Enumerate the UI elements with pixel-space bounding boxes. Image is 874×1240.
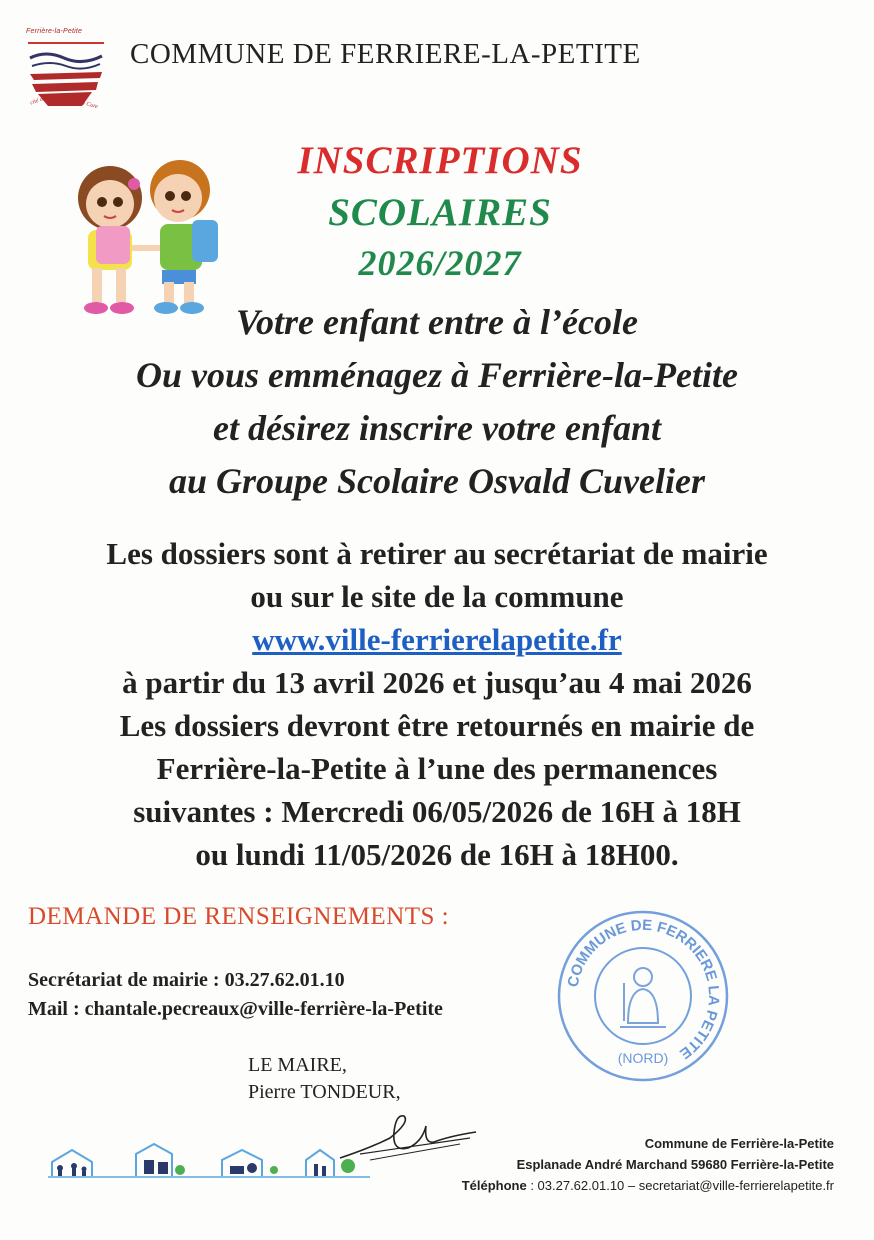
info-text	[14, 532, 860, 876]
info-line: Ferrière-la-Petite à l’une des permanences	[156, 751, 718, 786]
stamp-ring-text: COMMUNE DE FERRIERE LA PETITE	[564, 916, 723, 1063]
heading-school-year: 2026/2027	[358, 243, 522, 283]
info-line: Les dossiers devront être retournés en mairie de	[119, 708, 755, 743]
info-line: Les dossiers sont à retirer au secrétariat de mairie	[106, 536, 768, 571]
website-link[interactable]: www.ville-ferrierelapetite.fr	[252, 622, 622, 657]
footer-phone-label: Téléphone	[461, 1178, 527, 1193]
stamp-figure-icon	[620, 968, 666, 1027]
footer-pictograms-icon	[44, 1140, 374, 1180]
maire-name: Pierre TONDEUR,	[248, 1081, 401, 1103]
info-line: ou sur le site de la commune	[250, 579, 624, 614]
commune-title: COMMUNE DE FERRIERE-LA-PETITE	[130, 38, 641, 70]
contact-phone: Secrétariat de mairie : 03.27.62.01.10	[28, 969, 345, 991]
info-line: ou lundi 11/05/2026 de 16H à 18H00.	[195, 837, 679, 872]
footer-line: Esplanade André Marchand 59680 Ferrière-la-Petite	[516, 1157, 834, 1172]
contact-mail: Mail : chantale.pecreaux@ville-ferrière-la-Petite	[28, 998, 443, 1020]
intro-line: et désirez inscrire votre enfant	[213, 408, 661, 448]
maire-block	[248, 1052, 401, 1106]
heading-scolaires: SCOLAIRES	[328, 191, 552, 234]
intro-line: Ou vous emménagez à Ferrière-la-Petite	[136, 355, 738, 395]
intro-text	[20, 296, 854, 508]
stamp-bottom-text: (NORD)	[617, 1050, 669, 1066]
contact-block	[28, 966, 443, 1024]
logo-bottom-left-text: cité de	[29, 95, 47, 107]
footer-line	[462, 1175, 834, 1196]
logo-bottom-right-text: la Cure	[79, 99, 99, 111]
demande-title: DEMANDE DE RENSEIGNEMENTS :	[28, 903, 450, 930]
official-stamp	[552, 905, 734, 1087]
info-line: suivantes : Mercredi 06/05/2026 de 16H à 18H	[133, 794, 741, 829]
maire-title: LE MAIRE,	[248, 1054, 347, 1076]
logo-top-text: Ferrière-la-Petite	[26, 28, 83, 35]
info-line: à partir du 13 avril 2026 et jusqu’au 4 mai 2026	[122, 665, 752, 700]
heading-inscriptions: INSCRIPTIONS	[297, 139, 583, 182]
intro-line: au Groupe Scolaire Osvald Cuvelier	[169, 461, 705, 501]
footer-address	[462, 1133, 834, 1196]
footer-contact-value: : 03.27.62.01.10 – secretariat@ville-ferrierelapetite.fr	[526, 1178, 834, 1193]
intro-line: Votre enfant entre à l’école	[236, 302, 638, 342]
footer-line: Commune de Ferrière-la-Petite	[644, 1136, 834, 1151]
town-logo	[26, 28, 106, 120]
